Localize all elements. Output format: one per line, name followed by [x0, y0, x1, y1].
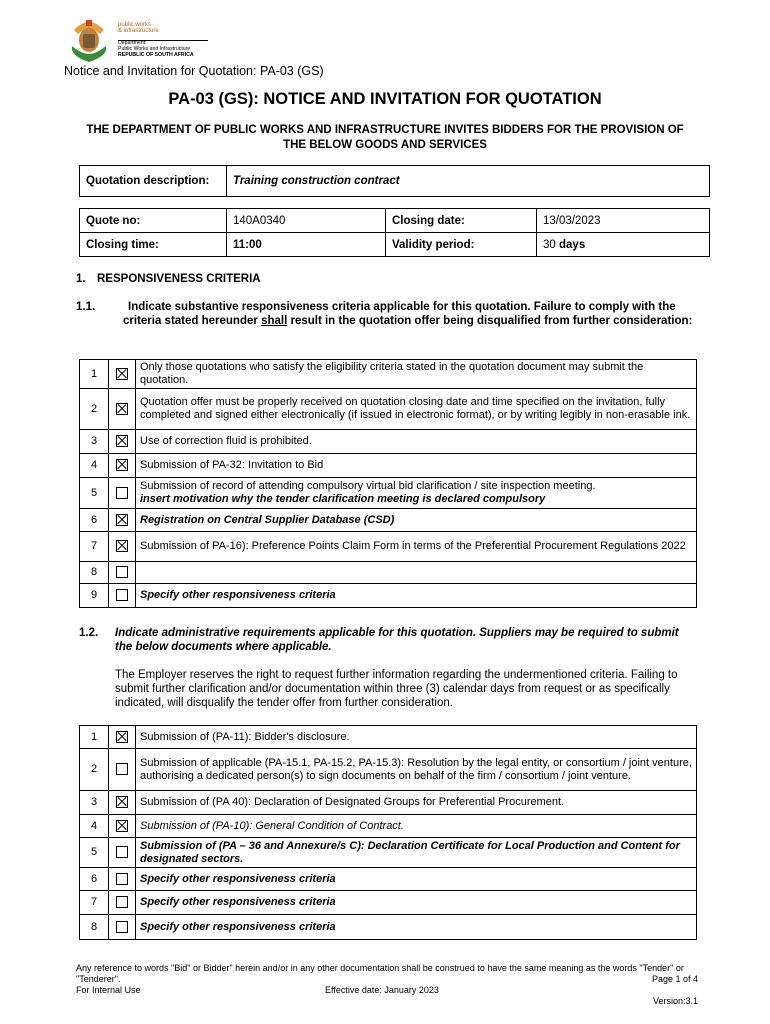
- subsection-emphasis: shall: [261, 315, 288, 327]
- criteria-text-cell: [136, 726, 697, 749]
- criteria-row: [80, 838, 697, 868]
- unchecked-checkbox[interactable]: [116, 487, 128, 499]
- department-logo: [66, 16, 216, 68]
- criteria-checkbox-cell: [109, 360, 136, 389]
- intro-text: THE DEPARTMENT OF PUBLIC WORKS AND INFRASTRUCTURE INVITES BIDDERS FOR THE PROVISION OF THE BELOW GOODS AND SERVICES: [86, 124, 684, 151]
- criteria-row: [80, 389, 697, 430]
- criteria-text: Specify other responsiveness criteria: [140, 896, 336, 908]
- criteria-number: 1: [80, 726, 109, 749]
- quotation-label: Quotation description:: [80, 166, 227, 197]
- closing-date-value: 13/03/2023: [537, 209, 710, 233]
- criteria-text-cell: [136, 915, 697, 940]
- logo-line: Department:: [118, 40, 147, 46]
- document-subtitle: Notice and Invitation for Quotation: PA-03 (GS): [64, 64, 324, 78]
- validity-label: Validity period:: [386, 233, 537, 257]
- criteria-checkbox-cell: [109, 584, 136, 608]
- criteria-text: Only those quotations who satisfy the eligibility criteria stated in the quotation document may submit the quotation.: [140, 361, 644, 386]
- criteria-row: [80, 360, 697, 389]
- criteria-text: Specify other responsiveness criteria: [140, 920, 336, 933]
- criteria-number: 2: [80, 389, 109, 430]
- validity-number: 30: [543, 238, 556, 251]
- criteria-number: 8: [80, 915, 109, 940]
- checked-checkbox[interactable]: [116, 368, 128, 380]
- criteria-row: [80, 430, 697, 454]
- criteria-row: [80, 749, 697, 791]
- criteria-text: Submission of PA-16): Preference Points Claim Form in terms of the Preferential Procurement Regulations 2022: [140, 540, 686, 552]
- unchecked-checkbox[interactable]: [116, 896, 128, 908]
- checked-checkbox[interactable]: [116, 403, 128, 415]
- criteria-number: 1: [80, 360, 109, 389]
- criteria-number: 4: [80, 815, 109, 838]
- criteria-number: 5: [80, 478, 109, 509]
- criteria-text: Submission of applicable (PA-15.1, PA-15.2, PA-15.3): Resolution by the legal entity, or consortium / joint venture, authorising a dedicated person(s) to sign documents on behalf of the firm / consortium / joint venture.: [140, 756, 692, 782]
- criteria-number: 3: [80, 430, 109, 454]
- criteria-text-cell: [136, 791, 697, 815]
- checked-checkbox[interactable]: [116, 435, 128, 447]
- criteria-row: [80, 478, 697, 509]
- criteria-row: [80, 815, 697, 838]
- subsection-heading: Indicate administrative requirements applicable for this quotation. Suppliers may be required to submit the below documents where applicable.: [115, 627, 679, 653]
- criteria-text: Submission of PA-32: Invitation to Bid: [140, 459, 324, 471]
- criteria-checkbox-cell: [109, 389, 136, 430]
- criteria-number: 2: [80, 749, 109, 791]
- criteria-checkbox-cell: [109, 791, 136, 815]
- criteria-checkbox-cell: [109, 478, 136, 509]
- criteria-row: [80, 915, 697, 940]
- criteria-checkbox-cell: [109, 838, 136, 868]
- criteria-text-cell: [136, 838, 697, 868]
- closing-time-value: 11:00: [227, 233, 386, 257]
- validity-value: [537, 233, 710, 257]
- logo-line: REPUBLIC OF SOUTH AFRICA: [118, 52, 194, 58]
- administrative-requirements-table: [79, 725, 697, 940]
- unchecked-checkbox[interactable]: [116, 763, 128, 775]
- checked-checkbox[interactable]: [116, 820, 128, 832]
- criteria-text: Submission of (PA 40): Declaration of Designated Groups for Preferential Procurement.: [140, 796, 565, 808]
- checked-checkbox[interactable]: [116, 540, 128, 552]
- info-table: [79, 208, 710, 257]
- criteria-checkbox-cell: [109, 915, 136, 940]
- criteria-row: [80, 562, 697, 584]
- unchecked-checkbox[interactable]: [116, 921, 128, 933]
- logo-line: public works: [118, 22, 152, 28]
- criteria-text-cell: [136, 360, 697, 389]
- criteria-text: Submission of (PA-11): Bidder's disclosure.: [140, 730, 350, 743]
- section-title: RESPONSIVENESS CRITERIA: [97, 273, 261, 285]
- unchecked-checkbox[interactable]: [116, 873, 128, 885]
- criteria-text: Use of correction fluid is prohibited.: [140, 435, 312, 447]
- criteria-row: [80, 532, 697, 562]
- criteria-checkbox-cell: [109, 868, 136, 891]
- quotation-table: [79, 165, 710, 197]
- criteria-number: 7: [80, 891, 109, 915]
- checked-checkbox[interactable]: [116, 459, 128, 471]
- closing-date-label: Closing date:: [386, 209, 537, 233]
- criteria-text-cell: [136, 749, 697, 791]
- criteria-text: Registration on Central Supplier Database (CSD): [140, 513, 395, 526]
- criteria-row: [80, 509, 697, 532]
- criteria-checkbox-cell: [109, 430, 136, 454]
- criteria-row: [80, 791, 697, 815]
- subsection-text: [123, 300, 698, 328]
- criteria-number: 4: [80, 454, 109, 478]
- subsection-number: 1.2.: [79, 627, 99, 639]
- criteria-text-cell: [136, 478, 697, 509]
- subsection-text-part: result in the quotation offer being disqualified from further consideration:: [287, 315, 693, 327]
- criteria-text: Specify other responsiveness criteria: [140, 872, 336, 885]
- criteria-text-cell: [136, 891, 697, 915]
- unchecked-checkbox[interactable]: [116, 566, 128, 578]
- criteria-text: Submission of (PA – 36 and Annexure/s C): Declaration Certificate for Local Production and Content for designated sectors.: [140, 839, 680, 865]
- criteria-row: [80, 584, 697, 608]
- coat-of-arms-icon: [66, 16, 112, 64]
- criteria-checkbox-cell: [109, 891, 136, 915]
- criteria-row: [80, 726, 697, 749]
- closing-time-label: Closing time:: [80, 233, 227, 257]
- criteria-number: 3: [80, 791, 109, 815]
- criteria-checkbox-cell: [109, 726, 136, 749]
- logo-divider: [118, 40, 208, 41]
- unchecked-checkbox[interactable]: [116, 846, 128, 858]
- criteria-text-cell: [136, 868, 697, 891]
- criteria-row: [80, 891, 697, 915]
- quotation-value: Training construction contract: [227, 166, 710, 197]
- employer-paragraph: The Employer reserves the right to request further information regarding the undermentioned criteria. Failing to submit further clarification and/or documentation within three (3) calendar days from request or as specifically indicated, will disqualify the tender offer from further consideration.: [115, 669, 678, 709]
- criteria-text: Submission of record of attending compulsory virtual bid clarification / site inspection meeting.: [140, 480, 596, 492]
- logo-line: Public Works and Infrastructure: [118, 46, 191, 52]
- validity-unit: days: [559, 238, 586, 251]
- criteria-text: Quotation offer must be properly received on quotation closing date and time specified on the invitation, fully completed and signed either electronically (if issued in electronic format), or by writing legibly in non-erasable ink.: [140, 396, 691, 421]
- unchecked-checkbox[interactable]: [116, 589, 128, 601]
- effective-date: Effective date: January 2023: [325, 985, 439, 995]
- criteria-number: 9: [80, 584, 109, 608]
- checked-checkbox[interactable]: [116, 796, 128, 808]
- checked-checkbox[interactable]: [116, 514, 128, 526]
- checked-checkbox[interactable]: [116, 731, 128, 743]
- subsection-text-part: Indicate substantive responsiveness criteria applicable for this quotation. Failure to comply with the criteria stated hereunder: [123, 301, 676, 327]
- quote-no-value: 140A0340: [227, 209, 386, 233]
- criteria-checkbox-cell: [109, 749, 136, 791]
- version: Version:3.1: [652, 996, 698, 1006]
- criteria-number: 6: [80, 868, 109, 891]
- criteria-text-cell: [136, 562, 697, 584]
- criteria-checkbox-cell: [109, 454, 136, 478]
- criteria-text-cell: [136, 532, 697, 562]
- criteria-text-cell: [136, 430, 697, 454]
- criteria-text-cell: [136, 454, 697, 478]
- subsection-number: 1.1.: [76, 301, 96, 313]
- criteria-text-cell: [136, 389, 697, 430]
- criteria-text-cell: [136, 509, 697, 532]
- criteria-checkbox-cell: [109, 509, 136, 532]
- responsiveness-criteria-table: [79, 359, 697, 608]
- criteria-text-cell: [136, 584, 697, 608]
- criteria-text-cell: [136, 815, 697, 838]
- section-number: 1.: [76, 273, 86, 285]
- criteria-number: 6: [80, 509, 109, 532]
- criteria-row: [80, 868, 697, 891]
- page-number: Page 1 of 4: [651, 974, 698, 984]
- criteria-checkbox-cell: [109, 532, 136, 562]
- criteria-text: insert motivation why the tender clarification meeting is declared compulsory: [140, 493, 546, 505]
- footer-internal: For Internal Use: [76, 985, 141, 995]
- criteria-number: 7: [80, 532, 109, 562]
- criteria-text: Specify other responsiveness criteria: [140, 589, 336, 601]
- footer-note: Any reference to words "Bid" or Bidder" herein and/or in any other documentation shall be construed to have the same meaning as the words "Tender" or "Tenderer".: [76, 963, 684, 984]
- page-title: PA-03 (GS): NOTICE AND INVITATION FOR QUOTATION: [168, 90, 602, 108]
- criteria-checkbox-cell: [109, 815, 136, 838]
- quote-no-label: Quote no:: [80, 209, 227, 233]
- criteria-number: 8: [80, 562, 109, 584]
- criteria-checkbox-cell: [109, 562, 136, 584]
- criteria-text: Submission of (PA-10): General Condition of Contract.: [140, 819, 404, 832]
- criteria-row: [80, 454, 697, 478]
- logo-line: & infrastructure: [118, 28, 159, 34]
- criteria-number: 5: [80, 838, 109, 868]
